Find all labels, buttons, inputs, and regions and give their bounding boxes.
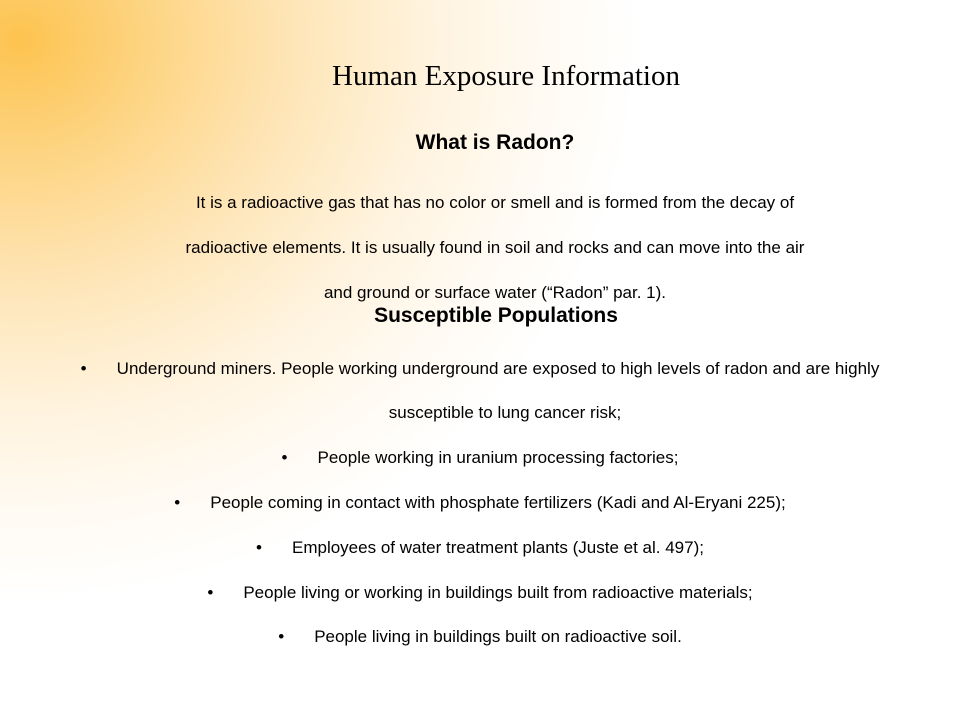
slide-title: Human Exposure Information (332, 60, 680, 92)
list-item (0, 535, 960, 561)
bullet-icon: • (278, 627, 285, 646)
what-is-radon-heading: What is Radon? (415, 131, 575, 154)
bullet-icon: • (281, 448, 288, 467)
bullet-icon: • (80, 359, 87, 378)
bullet-icon: • (174, 493, 181, 512)
list-item-text: People coming in contact with phosphate fertilizers (Kadi and Al-Eryani 225); (210, 493, 786, 512)
paragraph-line: radioactive elements. It is usually found in soil and rocks and can move into the air (185, 238, 805, 257)
list-item (0, 356, 960, 382)
list-item-text: People living in buildings built on radioactive soil. (314, 627, 682, 646)
list-item (0, 624, 960, 650)
paragraph-line: and ground or surface water (“Radon” par. 1). (323, 283, 667, 302)
list-item (0, 445, 960, 471)
list-item-text: People living or working in buildings built from radioactive materials; (243, 583, 753, 602)
bullet-icon: • (256, 538, 262, 557)
susceptible-populations-heading: Susceptible Populations (374, 304, 618, 327)
bullet-icon: • (207, 583, 214, 602)
list-item-text: Employees of water treatment plants (Juste et al. 497); (292, 538, 704, 557)
list-item-continuation: susceptible to lung cancer risk; (388, 403, 622, 422)
list-item (0, 580, 960, 606)
list-item (0, 490, 960, 516)
list-item-text: Underground miners. People working underground are exposed to high levels of radon and are highly (116, 359, 880, 378)
paragraph-line: It is a radioactive gas that has no color or smell and is formed from the decay of (195, 193, 795, 212)
list-item-text: People working in uranium processing factories; (317, 448, 679, 467)
radon-definition-paragraph (0, 180, 960, 315)
